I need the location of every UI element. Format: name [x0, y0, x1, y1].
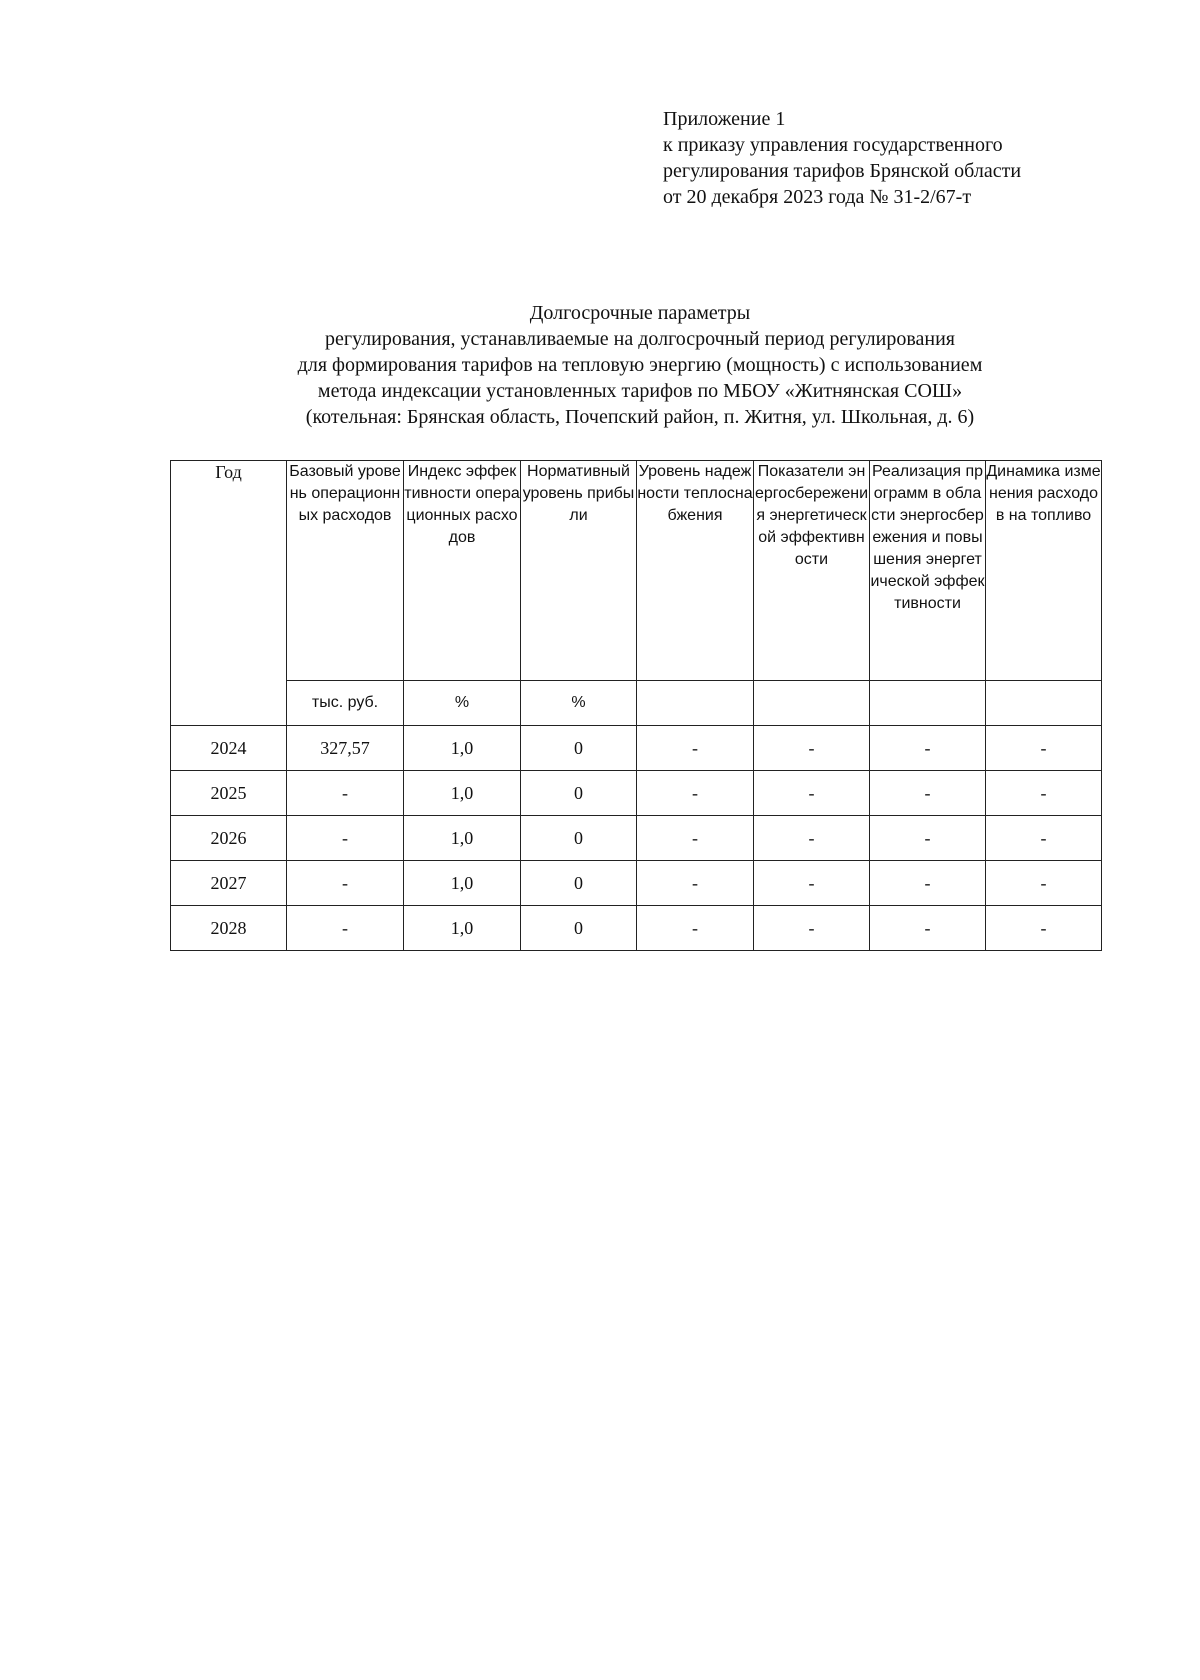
appendix-line: от 20 декабря 2023 года № 31-2/67-т	[663, 186, 972, 208]
appendix-block	[663, 106, 1183, 210]
header-cell: Реализация программ в области энергосбережения и повышения энергетической эффективности	[870, 461, 986, 681]
data-cell: -	[754, 816, 870, 861]
table-row	[171, 816, 1102, 861]
data-cell: 0	[521, 771, 637, 816]
data-cell: -	[287, 906, 404, 951]
data-cell: 1,0	[404, 906, 521, 951]
data-cell: -	[287, 861, 404, 906]
table-row	[171, 771, 1102, 816]
header-cell: Нормативный уровень прибыли	[521, 461, 637, 681]
data-cell: -	[754, 771, 870, 816]
unit-cell: тыс. руб.	[287, 681, 404, 726]
data-cell: -	[870, 726, 986, 771]
data-cell: -	[754, 906, 870, 951]
data-cell: 327,57	[287, 726, 404, 771]
year-cell: 2028	[171, 906, 287, 951]
header-cell: Индекс эффективности операционных расходов	[404, 461, 521, 681]
title-line: для формирования тарифов на тепловую энергию (мощность) с использованием	[297, 354, 983, 376]
unit-cell	[754, 681, 870, 726]
data-cell: -	[637, 906, 754, 951]
year-cell: 2027	[171, 861, 287, 906]
unit-cell	[637, 681, 754, 726]
unit-cell: %	[521, 681, 637, 726]
unit-cell	[986, 681, 1102, 726]
data-cell: -	[870, 861, 986, 906]
data-cell: -	[986, 861, 1102, 906]
table-header-row	[171, 461, 1102, 681]
data-cell: 0	[521, 726, 637, 771]
unit-cell: %	[404, 681, 521, 726]
data-cell: -	[870, 906, 986, 951]
unit-cell	[870, 681, 986, 726]
header-cell: Базовый уровень операционных расходов	[287, 461, 404, 681]
title-line: регулирования, устанавливаемые на долгосрочный период регулирования	[325, 328, 955, 350]
parameters-table	[170, 460, 1102, 951]
header-cell: Показатели энергосбережения энергетической эффективности	[754, 461, 870, 681]
data-cell: -	[870, 771, 986, 816]
data-cell: 0	[521, 861, 637, 906]
data-cell: -	[287, 771, 404, 816]
data-cell: -	[986, 816, 1102, 861]
data-cell: -	[754, 861, 870, 906]
appendix-line: регулирования тарифов Брянской области	[663, 160, 1022, 182]
data-cell: 1,0	[404, 771, 521, 816]
data-cell: -	[986, 726, 1102, 771]
year-cell: 2026	[171, 816, 287, 861]
table-row	[171, 906, 1102, 951]
header-cell: Год	[171, 461, 287, 726]
title-line: Долгосрочные параметры	[529, 302, 751, 324]
document-title	[150, 300, 1130, 430]
title-line: метода индексации установленных тарифов по МБОУ «Житнянская СОШ»	[317, 380, 963, 402]
data-cell: -	[870, 816, 986, 861]
data-cell: 0	[521, 906, 637, 951]
appendix-line: Приложение 1	[663, 108, 786, 130]
data-cell: 1,0	[404, 726, 521, 771]
header-cell: Уровень надежности теплоснабжения	[637, 461, 754, 681]
title-line: (котельная: Брянская область, Почепский район, п. Житня, ул. Школьная, д. 6)	[305, 406, 975, 428]
data-cell: -	[986, 771, 1102, 816]
data-cell: -	[986, 906, 1102, 951]
units-row	[171, 681, 1102, 726]
data-cell: 1,0	[404, 816, 521, 861]
data-cell: 0	[521, 816, 637, 861]
table-row	[171, 861, 1102, 906]
data-cell: -	[637, 816, 754, 861]
data-cell: 1,0	[404, 861, 521, 906]
data-cell: -	[637, 771, 754, 816]
data-cell: -	[637, 726, 754, 771]
year-cell: 2025	[171, 771, 287, 816]
data-cell: -	[287, 816, 404, 861]
header-cell: Динамика изменения расходов на топливо	[986, 461, 1102, 681]
appendix-line: к приказу управления государственного	[663, 134, 1003, 156]
data-cell: -	[754, 726, 870, 771]
table-row	[171, 726, 1102, 771]
data-cell: -	[637, 861, 754, 906]
year-cell: 2024	[171, 726, 287, 771]
